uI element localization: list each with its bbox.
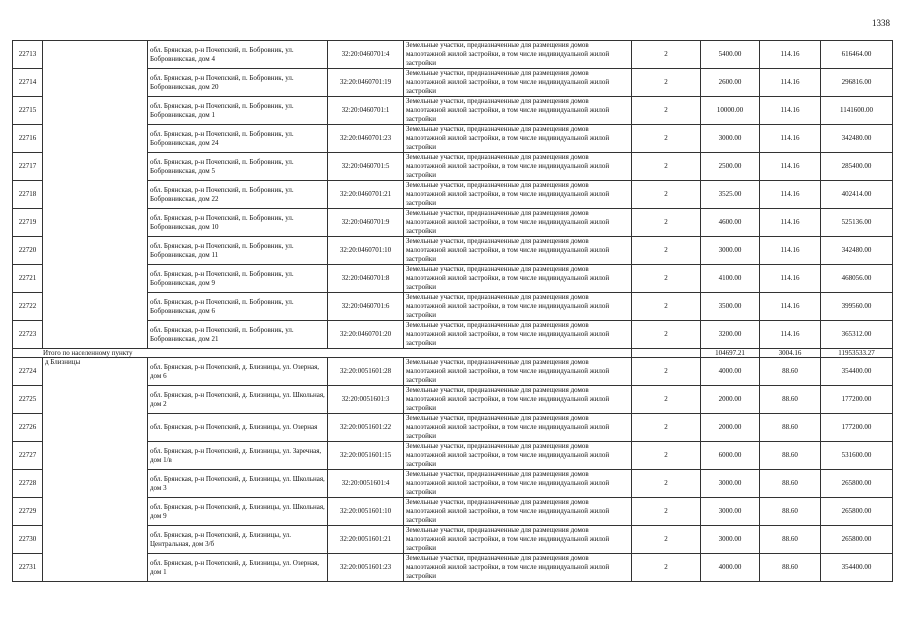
record-number: 22723 xyxy=(13,321,43,349)
area-cell: 4000.00 xyxy=(701,358,760,386)
category-cell: 2 xyxy=(632,554,701,582)
value-cell: 402414.00 xyxy=(821,181,893,209)
address-cell: обл. Брянская, р-н Почепский, д. Близницы, ул. Школьная, дом 3 xyxy=(148,470,328,498)
total-rate: 3004.16 xyxy=(760,349,821,358)
value-cell: 342480.00 xyxy=(821,125,893,153)
land-use-cell: Земельные участки, предназначенные для размещения домов малоэтажной жилой застройки, в том числе индивидуальной жилой застройки xyxy=(404,41,632,69)
rate-cell: 114.16 xyxy=(760,293,821,321)
settlement-total-row xyxy=(13,349,893,358)
address-cell: обл. Брянская, р-н Почепский, д. Близницы, ул. Школьная, дом 2 xyxy=(148,386,328,414)
record-number: 22730 xyxy=(13,526,43,554)
area-cell: 3000.00 xyxy=(701,498,760,526)
value-cell: 365312.00 xyxy=(821,321,893,349)
area-cell: 5400.00 xyxy=(701,41,760,69)
category-cell: 2 xyxy=(632,237,701,265)
value-cell: 265800.00 xyxy=(821,470,893,498)
land-use-cell: Земельные участки, предназначенные для размещения домов малоэтажной жилой застройки, в том числе индивидуальной жилой застройки xyxy=(404,321,632,349)
category-cell: 2 xyxy=(632,265,701,293)
area-cell: 10000.00 xyxy=(701,97,760,125)
address-cell: обл. Брянская, р-н Почепский, д. Близницы, ул. Центральная, дом 3/б xyxy=(148,526,328,554)
area-cell: 3000.00 xyxy=(701,470,760,498)
rate-cell: 88.60 xyxy=(760,470,821,498)
address-cell: обл. Брянская, р-н Почепский, п. Бобровник, ул. Бобровникская, дом 11 xyxy=(148,237,328,265)
cadastral-number-cell: 32:20:0460701:19 xyxy=(328,69,404,97)
address-cell: обл. Брянская, р-н Почепский, п. Бобровник, ул. Бобровникская, дом 6 xyxy=(148,293,328,321)
cadastral-value-table xyxy=(12,40,893,582)
rate-cell: 88.60 xyxy=(760,526,821,554)
rate-cell: 88.60 xyxy=(760,358,821,386)
land-use-cell: Земельные участки, предназначенные для размещения домов малоэтажной жилой застройки, в том числе индивидуальной жилой застройки xyxy=(404,181,632,209)
address-cell: обл. Брянская, р-н Почепский, п. Бобровник, ул. Бобровникская, дом 4 xyxy=(148,41,328,69)
rate-cell: 88.60 xyxy=(760,498,821,526)
category-cell: 2 xyxy=(632,125,701,153)
rate-cell: 114.16 xyxy=(760,97,821,125)
record-number: 22720 xyxy=(13,237,43,265)
record-number: 22718 xyxy=(13,181,43,209)
category-cell: 2 xyxy=(632,69,701,97)
land-use-cell: Земельные участки, предназначенные для размещения домов малоэтажной жилой застройки, в том числе индивидуальной жилой застройки xyxy=(404,237,632,265)
area-cell: 4100.00 xyxy=(701,265,760,293)
record-number: 22713 xyxy=(13,41,43,69)
rate-cell: 114.16 xyxy=(760,181,821,209)
settlement-cell xyxy=(43,41,148,349)
land-use-cell: Земельные участки, предназначенные для размещения домов малоэтажной жилой застройки, в том числе индивидуальной жилой застройки xyxy=(404,414,632,442)
value-cell: 177200.00 xyxy=(821,414,893,442)
record-number: 22731 xyxy=(13,554,43,582)
address-cell: обл. Брянская, р-н Почепский, п. Бобровник, ул. Бобровникская, дом 20 xyxy=(148,69,328,97)
cadastral-number-cell: 32:20:0460701:1 xyxy=(328,97,404,125)
category-cell: 2 xyxy=(632,470,701,498)
category-cell: 2 xyxy=(632,97,701,125)
area-cell: 3000.00 xyxy=(701,125,760,153)
cadastral-number-cell: 32:20:0051601:23 xyxy=(328,554,404,582)
record-number: 22727 xyxy=(13,442,43,470)
value-cell: 468056.00 xyxy=(821,265,893,293)
land-use-cell: Земельные участки, предназначенные для размещения домов малоэтажной жилой застройки, в том числе индивидуальной жилой застройки xyxy=(404,293,632,321)
cadastral-number-cell: 32:20:0460701:9 xyxy=(328,209,404,237)
rate-cell: 88.60 xyxy=(760,386,821,414)
category-cell: 2 xyxy=(632,181,701,209)
rate-cell: 114.16 xyxy=(760,321,821,349)
area-cell: 3000.00 xyxy=(701,526,760,554)
area-cell: 2600.00 xyxy=(701,69,760,97)
table-body xyxy=(13,41,893,582)
cadastral-number-cell: 32:20:0460701:4 xyxy=(328,41,404,69)
table-row xyxy=(13,41,893,69)
value-cell: 1141600.00 xyxy=(821,97,893,125)
area-cell: 2000.00 xyxy=(701,386,760,414)
land-use-cell: Земельные участки, предназначенные для размещения домов малоэтажной жилой застройки, в том числе индивидуальной жилой застройки xyxy=(404,97,632,125)
record-number: 22726 xyxy=(13,414,43,442)
address-cell: обл. Брянская, р-н Почепский, п. Бобровник, ул. Бобровникская, дом 9 xyxy=(148,265,328,293)
land-use-cell: Земельные участки, предназначенные для размещения домов малоэтажной жилой застройки, в том числе индивидуальной жилой застройки xyxy=(404,470,632,498)
land-use-cell: Земельные участки, предназначенные для размещения домов малоэтажной жилой застройки, в том числе индивидуальной жилой застройки xyxy=(404,69,632,97)
rate-cell: 114.16 xyxy=(760,125,821,153)
rate-cell: 88.60 xyxy=(760,554,821,582)
cadastral-number-cell: 32:20:0051601:4 xyxy=(328,470,404,498)
total-label: Итого по населенному пункту xyxy=(13,349,632,358)
address-cell: обл. Брянская, р-н Почепский, п. Бобровник, ул. Бобровникская, дом 1 xyxy=(148,97,328,125)
cadastral-number-cell: 32:20:0460701:5 xyxy=(328,153,404,181)
category-cell: 2 xyxy=(632,414,701,442)
land-use-cell: Земельные участки, предназначенные для размещения домов малоэтажной жилой застройки, в том числе индивидуальной жилой застройки xyxy=(404,386,632,414)
record-number: 22729 xyxy=(13,498,43,526)
value-cell: 354400.00 xyxy=(821,554,893,582)
land-use-cell: Земельные участки, предназначенные для размещения домов малоэтажной жилой застройки, в том числе индивидуальной жилой застройки xyxy=(404,554,632,582)
value-cell: 399560.00 xyxy=(821,293,893,321)
value-cell: 177200.00 xyxy=(821,386,893,414)
rate-cell: 88.60 xyxy=(760,442,821,470)
category-cell: 2 xyxy=(632,209,701,237)
rate-cell: 114.16 xyxy=(760,153,821,181)
address-cell: обл. Брянская, р-н Почепский, д. Близницы, ул. Озерная xyxy=(148,414,328,442)
area-cell: 2500.00 xyxy=(701,153,760,181)
address-cell: обл. Брянская, р-н Почепский, д. Близницы, ул. Школьная, дом 9 xyxy=(148,498,328,526)
value-cell: 525136.00 xyxy=(821,209,893,237)
address-cell: обл. Брянская, р-н Почепский, д. Близницы, ул. Заречная, дом 1/в xyxy=(148,442,328,470)
land-use-cell: Земельные участки, предназначенные для размещения домов малоэтажной жилой застройки, в том числе индивидуальной жилой застройки xyxy=(404,153,632,181)
address-cell: обл. Брянская, р-н Почепский, п. Бобровник, ул. Бобровникская, дом 22 xyxy=(148,181,328,209)
land-use-cell: Земельные участки, предназначенные для размещения домов малоэтажной жилой застройки, в том числе индивидуальной жилой застройки xyxy=(404,498,632,526)
settlement-cell: д Близницы xyxy=(43,358,148,582)
category-cell: 2 xyxy=(632,358,701,386)
total-value: 11953533.27 xyxy=(821,349,893,358)
area-cell: 3200.00 xyxy=(701,321,760,349)
cadastral-number-cell: 32:20:0460701:21 xyxy=(328,181,404,209)
total-area: 104697.21 xyxy=(701,349,760,358)
area-cell: 3500.00 xyxy=(701,293,760,321)
record-number: 22728 xyxy=(13,470,43,498)
land-use-cell: Земельные участки, предназначенные для размещения домов малоэтажной жилой застройки, в том числе индивидуальной жилой застройки xyxy=(404,526,632,554)
record-number: 22724 xyxy=(13,358,43,386)
cadastral-number-cell: 32:20:0051601:15 xyxy=(328,442,404,470)
rate-cell: 114.16 xyxy=(760,265,821,293)
cadastral-number-cell: 32:20:0051601:21 xyxy=(328,526,404,554)
area-cell: 3000.00 xyxy=(701,237,760,265)
area-cell: 3525.00 xyxy=(701,181,760,209)
land-use-cell: Земельные участки, предназначенные для размещения домов малоэтажной жилой застройки, в том числе индивидуальной жилой застройки xyxy=(404,442,632,470)
category-cell: 2 xyxy=(632,153,701,181)
area-cell: 4000.00 xyxy=(701,554,760,582)
cadastral-number-cell: 32:20:0051601:3 xyxy=(328,386,404,414)
record-number: 22714 xyxy=(13,69,43,97)
cadastral-number-cell: 32:20:0051601:10 xyxy=(328,498,404,526)
page-number: 1338 xyxy=(872,18,890,28)
cadastral-number-cell: 32:20:0460701:8 xyxy=(328,265,404,293)
record-number: 22719 xyxy=(13,209,43,237)
category-cell: 2 xyxy=(632,293,701,321)
cadastral-number-cell: 32:20:0051601:28 xyxy=(328,358,404,386)
area-cell: 2000.00 xyxy=(701,414,760,442)
address-cell: обл. Брянская, р-н Почепский, п. Бобровник, ул. Бобровникская, дом 5 xyxy=(148,153,328,181)
value-cell: 531600.00 xyxy=(821,442,893,470)
record-number: 22715 xyxy=(13,97,43,125)
rate-cell: 114.16 xyxy=(760,237,821,265)
area-cell: 6000.00 xyxy=(701,442,760,470)
record-number: 22716 xyxy=(13,125,43,153)
value-cell: 265800.00 xyxy=(821,526,893,554)
value-cell: 285400.00 xyxy=(821,153,893,181)
table-row xyxy=(13,358,893,386)
value-cell: 616464.00 xyxy=(821,41,893,69)
record-number: 22722 xyxy=(13,293,43,321)
category-cell: 2 xyxy=(632,498,701,526)
record-number: 22721 xyxy=(13,265,43,293)
land-use-cell: Земельные участки, предназначенные для размещения домов малоэтажной жилой застройки, в том числе индивидуальной жилой застройки xyxy=(404,265,632,293)
area-cell: 4600.00 xyxy=(701,209,760,237)
address-cell: обл. Брянская, р-н Почепский, п. Бобровник, ул. Бобровникская, дом 10 xyxy=(148,209,328,237)
cadastral-number-cell: 32:20:0460701:10 xyxy=(328,237,404,265)
land-use-cell: Земельные участки, предназначенные для размещения домов малоэтажной жилой застройки, в том числе индивидуальной жилой застройки xyxy=(404,125,632,153)
cadastral-number-cell: 32:20:0460701:23 xyxy=(328,125,404,153)
rate-cell: 114.16 xyxy=(760,41,821,69)
address-cell: обл. Брянская, р-н Почепский, п. Бобровник, ул. Бобровникская, дом 21 xyxy=(148,321,328,349)
cadastral-number-cell: 32:20:0051601:22 xyxy=(328,414,404,442)
land-use-cell: Земельные участки, предназначенные для размещения домов малоэтажной жилой застройки, в том числе индивидуальной жилой застройки xyxy=(404,358,632,386)
address-cell: обл. Брянская, р-н Почепский, д. Близницы, ул. Озерная, дом 1 xyxy=(148,554,328,582)
address-cell: обл. Брянская, р-н Почепский, п. Бобровник, ул. Бобровникская, дом 24 xyxy=(148,125,328,153)
category-cell: 2 xyxy=(632,321,701,349)
cadastral-number-cell: 32:20:0460701:20 xyxy=(328,321,404,349)
category-cell: 2 xyxy=(632,386,701,414)
rate-cell: 114.16 xyxy=(760,209,821,237)
value-cell: 296816.00 xyxy=(821,69,893,97)
rate-cell: 114.16 xyxy=(760,69,821,97)
category-cell: 2 xyxy=(632,526,701,554)
rate-cell: 88.60 xyxy=(760,414,821,442)
land-use-cell: Земельные участки, предназначенные для размещения домов малоэтажной жилой застройки, в том числе индивидуальной жилой застройки xyxy=(404,209,632,237)
value-cell: 342480.00 xyxy=(821,237,893,265)
category-cell: 2 xyxy=(632,41,701,69)
value-cell: 265800.00 xyxy=(821,498,893,526)
value-cell: 354400.00 xyxy=(821,358,893,386)
category-cell: 2 xyxy=(632,442,701,470)
record-number: 22717 xyxy=(13,153,43,181)
total-category-cell xyxy=(632,349,701,358)
record-number: 22725 xyxy=(13,386,43,414)
address-cell: обл. Брянская, р-н Почепский, д. Близницы, ул. Озерная, дом 6 xyxy=(148,358,328,386)
cadastral-number-cell: 32:20:0460701:6 xyxy=(328,293,404,321)
